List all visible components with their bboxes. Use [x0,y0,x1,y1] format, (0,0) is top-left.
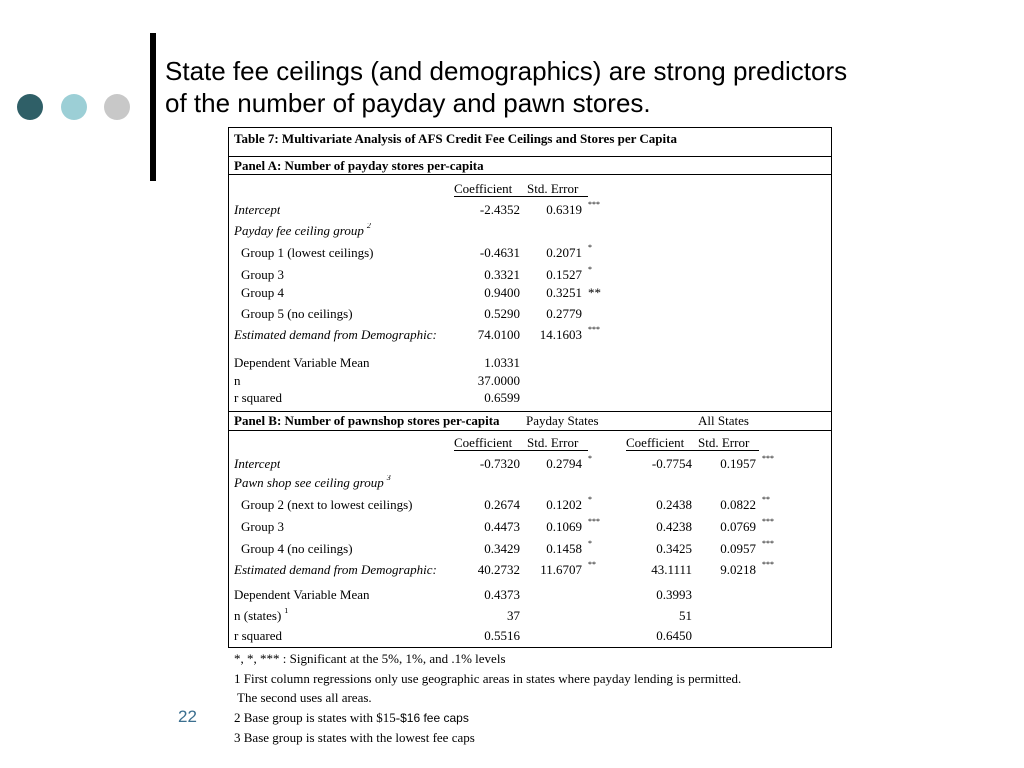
note-significance: *, *, *** : Significant at the 5%, 1%, and .1% levels [234,651,506,666]
note-1-line-2: The second uses all areas. [234,690,372,705]
note-2-serif-part: 2 Base group is states with $15- [234,710,401,725]
panel-a-heading: Panel A: Number of payday stores per-capita [234,158,484,173]
cell-coefficient-payday: 0.2674 [484,497,520,512]
row-label: Group 2 (next to lowest ceilings) [241,497,413,512]
significance-stars: *** [588,325,600,334]
superscript: 2 [366,223,371,230]
superscript: 1 [284,608,289,615]
panel-b-col-coefficient-1: Coefficient [454,435,513,450]
row-label: Group 4 [241,285,284,300]
panel-b-col-std-error-2: Std. Error [698,435,750,450]
superscript: 3 [386,475,391,482]
table-caption: Table 7: Multivariate Analysis of AFS Credit Fee Ceilings and Stores per Capita [234,131,677,146]
cell-std-error-payday: 0.1069 [546,519,582,534]
row-label: Group 3 [241,519,284,534]
divider [229,430,831,431]
cell-std-error-all: 0.0957 [720,541,756,556]
panel-a-col-coefficient: Coefficient [454,181,513,196]
decor-dot-3 [104,94,130,120]
cell-std-error-payday: 0.1458 [546,541,582,556]
cell-coefficient-all: 0.6450 [656,628,692,643]
row-label: Group 5 (no ceilings) [241,306,353,321]
panel-b-col-std-error-1: Std. Error [527,435,579,450]
cell-std-error-payday: 0.1202 [546,497,582,512]
cell-std-error-all: 0.1957 [720,456,756,471]
row-label: Dependent Variable Mean [234,587,370,602]
row-label: r squared [234,628,283,643]
cell-std-error: 0.6319 [546,202,582,217]
divider [229,411,831,412]
row-label: n (states) $^1$ [234,608,289,623]
cell-coefficient: 0.6599 [484,390,520,405]
cell-coefficient-payday: 0.4373 [484,587,520,602]
cell-std-error-all: 0.0769 [720,519,756,534]
panel-b-col-coefficient-2: Coefficient [626,435,685,450]
significance-stars: ** [762,495,770,504]
cell-std-error: 0.2071 [546,245,582,260]
cell-coefficient-payday: 0.3429 [484,541,520,556]
row-label: Estimated demand from Demographic: [234,327,437,342]
cell-std-error-all: 9.0218 [720,562,756,577]
cell-coefficient: 0.5290 [484,306,520,321]
decor-vertical-bar [150,33,156,181]
slide-number: 22 [178,707,197,726]
note-1-line-1: 1 First column regressions only use geographic areas in states where payday lending is permitted. [234,671,742,686]
cell-coefficient: 0.9400 [484,285,520,300]
cell-std-error: 0.3251 [546,285,582,300]
cell-coefficient-all: 0.3993 [656,587,692,602]
row-label: Group 3 [241,267,284,282]
cell-std-error-all: 0.0822 [720,497,756,512]
header-underline [626,450,759,451]
cell-coefficient-all: 0.3425 [656,541,692,556]
significance-stars: * [588,265,592,274]
significance-stars: *** [762,539,774,548]
significance-stars: *** [588,517,600,526]
row-label: Group 1 (lowest ceilings) [241,245,374,260]
row-label: Intercept [234,456,281,471]
cell-std-error-payday: 11.6707 [540,562,582,577]
cell-coefficient-payday: 0.4473 [484,519,520,534]
panel-b-heading: Panel B: Number of pawnshop stores per-capita [234,413,500,428]
header-underline [454,450,588,451]
panel-b-group-all-states: All States [698,413,749,428]
row-label: n [234,373,241,388]
row-label: Dependent Variable Mean [234,355,370,370]
cell-coefficient-all: 43.1111 [651,562,692,577]
row-label: r squared [234,390,283,405]
significance-stars: *** [762,560,774,569]
row-label: Intercept [234,202,281,217]
note-2 [234,710,469,726]
significance-stars: ** [588,560,596,569]
note-2-sans-part: $16 fee caps [400,711,469,725]
cell-coefficient: 74.0100 [477,327,520,342]
cell-coefficient-all: -0.7754 [651,456,692,471]
regression-table [228,127,832,648]
row-label: Group 4 (no ceilings) [241,541,353,556]
cell-coefficient-all: 0.4238 [656,519,692,534]
significance-stars: *** [762,454,774,463]
significance-stars: * [588,243,592,252]
cell-coefficient-all: 0.2438 [656,497,692,512]
cell-coefficient: -2.4352 [479,202,520,217]
cell-coefficient-all: 51 [679,608,692,623]
significance-stars: *** [588,200,600,209]
divider [229,174,831,175]
significance-stars: *** [762,517,774,526]
cell-coefficient-payday: -0.7320 [479,456,520,471]
panel-a-col-std-error: Std. Error [527,181,579,196]
significance-stars: * [588,454,592,463]
cell-coefficient-payday: 40.2732 [477,562,520,577]
significance-stars: * [588,539,592,548]
row-label: Estimated demand from Demographic: [234,562,437,577]
header-underline [454,196,588,197]
cell-std-error: 0.1527 [546,267,582,282]
slide-title [165,55,965,119]
decor-dot-1 [17,94,43,120]
panel-b-group-payday-states: Payday States [526,413,599,428]
cell-coefficient: -0.4631 [479,245,520,260]
significance-stars: ** [588,285,601,300]
cell-std-error: 14.1603 [539,327,582,342]
row-label: Payday fee ceiling group $^2$ [234,223,371,238]
cell-coefficient-payday: 0.5516 [484,628,520,643]
cell-std-error: 0.2779 [546,306,582,321]
cell-coefficient-payday: 37 [507,608,520,623]
cell-std-error-payday: 0.2794 [546,456,582,471]
decor-dot-2 [61,94,87,120]
row-label: Pawn shop see ceiling group $^3$ [234,475,391,490]
note-3: 3 Base group is states with the lowest fee caps [234,730,475,745]
cell-coefficient: 1.0331 [484,355,520,370]
divider [229,156,831,157]
slide-title-line-1: State fee ceilings (and demographics) are strong predictors [165,56,848,86]
cell-coefficient: 0.3321 [484,267,520,282]
significance-stars: * [588,495,592,504]
cell-coefficient: 37.0000 [477,373,520,388]
slide-title-line-2: of the number of payday and pawn stores. [165,88,651,118]
